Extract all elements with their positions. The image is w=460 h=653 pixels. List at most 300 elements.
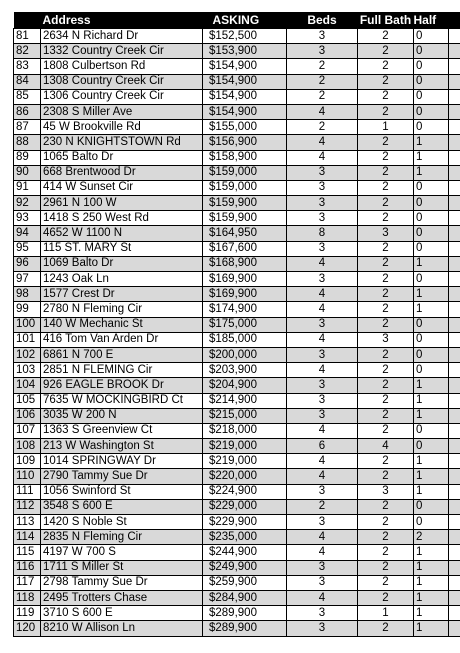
table-row — [14, 104, 460, 119]
asking-price-cell: $169,900 — [203, 272, 287, 287]
beds-cell: 3 — [287, 272, 358, 287]
beds-cell: 3 — [287, 180, 358, 195]
beds-cell: 4 — [287, 150, 358, 165]
asking-price-cell: $229,900 — [203, 515, 287, 530]
asking-price-cell: $219,000 — [203, 439, 287, 454]
half-bath-cell: 0 — [414, 120, 449, 135]
asking-price-cell: $159,900 — [203, 196, 287, 211]
full-bath-cell: 2 — [358, 560, 414, 575]
beds-cell: 4 — [287, 287, 358, 302]
row-index: 82 — [14, 44, 41, 59]
blank-cell — [449, 423, 460, 438]
blank-cell — [449, 347, 460, 362]
blank-cell — [449, 241, 460, 256]
asking-price-cell: $174,900 — [203, 302, 287, 317]
row-index: 81 — [14, 29, 41, 44]
table-row — [14, 530, 460, 545]
full-bath-cell: 2 — [358, 363, 414, 378]
full-bath-cell: 2 — [358, 29, 414, 44]
address-cell: 45 W Brookville Rd — [41, 120, 203, 135]
full-bath-cell: 2 — [358, 241, 414, 256]
table-row — [14, 347, 460, 362]
row-index: 101 — [14, 332, 41, 347]
row-index: 87 — [14, 120, 41, 135]
address-cell: 668 Brentwood Dr — [41, 165, 203, 180]
beds-cell: 8 — [287, 226, 358, 241]
beds-cell: 3 — [287, 378, 358, 393]
table-row — [14, 135, 460, 150]
table-row — [14, 272, 460, 287]
beds-cell: 4 — [287, 332, 358, 347]
table-row — [14, 332, 460, 347]
asking-price-cell: $220,000 — [203, 469, 287, 484]
beds-cell: 3 — [287, 515, 358, 530]
row-index: 99 — [14, 302, 41, 317]
row-index: 118 — [14, 590, 41, 605]
asking-price-cell: $244,900 — [203, 545, 287, 560]
address-cell: 1711 S Miller St — [41, 560, 203, 575]
row-index: 94 — [14, 226, 41, 241]
address-cell: 2634 N Richard Dr — [41, 29, 203, 44]
half-bath-cell: 0 — [414, 89, 449, 104]
address-cell: 1808 Culbertson Rd — [41, 59, 203, 74]
blank-cell — [449, 272, 460, 287]
row-index: 83 — [14, 59, 41, 74]
blank-cell — [449, 150, 460, 165]
blank-cell — [449, 59, 460, 74]
address-cell: 7635 W MOCKINGBIRD Ct — [41, 393, 203, 408]
beds-cell: 4 — [287, 590, 358, 605]
address-cell: 213 W Washington St — [41, 439, 203, 454]
address-cell: 2308 S Miller Ave — [41, 104, 203, 119]
full-bath-cell: 2 — [358, 515, 414, 530]
full-bath-cell: 2 — [358, 44, 414, 59]
beds-cell: 3 — [287, 606, 358, 621]
blank-cell — [449, 74, 460, 89]
table-row — [14, 363, 460, 378]
half-bath-cell: 1 — [414, 287, 449, 302]
row-index: 113 — [14, 515, 41, 530]
half-bath-cell: 0 — [414, 44, 449, 59]
asking-price-cell: $175,000 — [203, 317, 287, 332]
beds-cell: 6 — [287, 439, 358, 454]
row-index: 106 — [14, 408, 41, 423]
half-bath-cell: 1 — [414, 575, 449, 590]
row-index: 103 — [14, 363, 41, 378]
table-row — [14, 241, 460, 256]
address-cell: 926 EAGLE BROOK Dr — [41, 378, 203, 393]
header-full-bath: Full Bath — [358, 12, 414, 29]
header-beds: Beds — [287, 12, 358, 29]
half-bath-cell: 0 — [414, 499, 449, 514]
row-index: 107 — [14, 423, 41, 438]
half-bath-cell: 1 — [414, 408, 449, 423]
address-cell: 8210 W Allison Ln — [41, 621, 203, 636]
beds-cell: 3 — [287, 211, 358, 226]
beds-cell: 4 — [287, 530, 358, 545]
half-bath-cell: 1 — [414, 454, 449, 469]
beds-cell: 2 — [287, 59, 358, 74]
full-bath-cell: 2 — [358, 59, 414, 74]
table-row — [14, 423, 460, 438]
full-bath-cell: 2 — [358, 317, 414, 332]
beds-cell: 3 — [287, 621, 358, 636]
beds-cell: 2 — [287, 74, 358, 89]
asking-price-cell: $167,600 — [203, 241, 287, 256]
beds-cell: 2 — [287, 89, 358, 104]
asking-price-cell: $152,500 — [203, 29, 287, 44]
full-bath-cell: 1 — [358, 120, 414, 135]
asking-price-cell: $204,900 — [203, 378, 287, 393]
table-row — [14, 59, 460, 74]
beds-cell: 2 — [287, 120, 358, 135]
address-cell: 2780 N Fleming Cir — [41, 302, 203, 317]
half-bath-cell: 0 — [414, 317, 449, 332]
blank-cell — [449, 408, 460, 423]
half-bath-cell: 0 — [414, 226, 449, 241]
address-cell: 2851 N FLEMING Cir — [41, 363, 203, 378]
half-bath-cell: 0 — [414, 104, 449, 119]
blank-cell — [449, 120, 460, 135]
row-index: 115 — [14, 545, 41, 560]
row-index: 120 — [14, 621, 41, 636]
beds-cell: 4 — [287, 302, 358, 317]
row-index: 109 — [14, 454, 41, 469]
beds-cell: 3 — [287, 560, 358, 575]
asking-price-cell: $159,900 — [203, 211, 287, 226]
table-row — [14, 317, 460, 332]
row-index: 104 — [14, 378, 41, 393]
row-index: 98 — [14, 287, 41, 302]
full-bath-cell: 2 — [358, 196, 414, 211]
asking-price-cell: $155,000 — [203, 120, 287, 135]
blank-cell — [449, 484, 460, 499]
blank-cell — [449, 530, 460, 545]
half-bath-cell: 1 — [414, 606, 449, 621]
blank-cell — [449, 606, 460, 621]
half-bath-cell: 1 — [414, 256, 449, 271]
address-cell: 1065 Balto Dr — [41, 150, 203, 165]
row-index: 105 — [14, 393, 41, 408]
asking-price-cell: $154,900 — [203, 104, 287, 119]
header-row — [14, 12, 460, 29]
asking-price-cell: $224,900 — [203, 484, 287, 499]
asking-price-cell: $218,000 — [203, 423, 287, 438]
table-row — [14, 165, 460, 180]
row-index: 92 — [14, 196, 41, 211]
row-index: 100 — [14, 317, 41, 332]
full-bath-cell: 2 — [358, 469, 414, 484]
half-bath-cell: 1 — [414, 545, 449, 560]
full-bath-cell: 2 — [358, 302, 414, 317]
address-cell: 414 W Sunset Cir — [41, 180, 203, 195]
half-bath-cell: 0 — [414, 332, 449, 347]
beds-cell: 3 — [287, 575, 358, 590]
blank-cell — [449, 29, 460, 44]
row-index: 108 — [14, 439, 41, 454]
table-row — [14, 378, 460, 393]
row-index: 84 — [14, 74, 41, 89]
blank-cell — [449, 378, 460, 393]
address-cell: 2835 N Fleming Cir — [41, 530, 203, 545]
half-bath-cell: 1 — [414, 621, 449, 636]
full-bath-cell: 3 — [358, 484, 414, 499]
beds-cell: 3 — [287, 393, 358, 408]
half-bath-cell: 1 — [414, 590, 449, 605]
half-bath-cell: 1 — [414, 484, 449, 499]
beds-cell: 3 — [287, 29, 358, 44]
blank-cell — [449, 302, 460, 317]
address-cell: 140 W Mechanic St — [41, 317, 203, 332]
row-index: 95 — [14, 241, 41, 256]
asking-price-cell: $169,900 — [203, 287, 287, 302]
address-cell: 1332 Country Creek Cir — [41, 44, 203, 59]
full-bath-cell: 2 — [358, 545, 414, 560]
address-cell: 4197 W 700 S — [41, 545, 203, 560]
full-bath-cell: 1 — [358, 606, 414, 621]
row-index: 90 — [14, 165, 41, 180]
asking-price-cell: $214,900 — [203, 393, 287, 408]
address-cell: 3710 S 600 E — [41, 606, 203, 621]
half-bath-cell: 1 — [414, 150, 449, 165]
table-row — [14, 393, 460, 408]
address-cell: 1243 Oak Ln — [41, 272, 203, 287]
half-bath-cell: 0 — [414, 74, 449, 89]
listings-sheet — [13, 12, 436, 637]
address-cell: 1308 Country Creek Cir — [41, 74, 203, 89]
full-bath-cell: 2 — [358, 575, 414, 590]
full-bath-cell: 2 — [358, 378, 414, 393]
full-bath-cell: 2 — [358, 530, 414, 545]
address-cell: 2798 Tammy Sue Dr — [41, 575, 203, 590]
asking-price-cell: $156,900 — [203, 135, 287, 150]
row-index: 114 — [14, 530, 41, 545]
blank-cell — [449, 621, 460, 636]
blank-cell — [449, 89, 460, 104]
full-bath-cell: 2 — [358, 74, 414, 89]
address-cell: 1306 Country Creek Cir — [41, 89, 203, 104]
table-row — [14, 120, 460, 135]
asking-price-cell: $153,900 — [203, 44, 287, 59]
blank-cell — [449, 135, 460, 150]
row-index: 96 — [14, 256, 41, 271]
asking-price-cell: $154,900 — [203, 74, 287, 89]
row-index: 97 — [14, 272, 41, 287]
table-row — [14, 302, 460, 317]
half-bath-cell: 0 — [414, 241, 449, 256]
blank-cell — [449, 469, 460, 484]
row-index: 86 — [14, 104, 41, 119]
blank-cell — [449, 590, 460, 605]
table-row — [14, 454, 460, 469]
blank-cell — [449, 317, 460, 332]
asking-price-cell: $203,900 — [203, 363, 287, 378]
address-cell: 1056 Swinford St — [41, 484, 203, 499]
full-bath-cell: 2 — [358, 150, 414, 165]
table-row — [14, 560, 460, 575]
half-bath-cell: 0 — [414, 515, 449, 530]
row-index: 85 — [14, 89, 41, 104]
half-bath-cell: 1 — [414, 393, 449, 408]
full-bath-cell: 2 — [358, 621, 414, 636]
half-bath-cell: 0 — [414, 347, 449, 362]
half-bath-cell: 0 — [414, 29, 449, 44]
blank-cell — [449, 44, 460, 59]
row-index: 112 — [14, 499, 41, 514]
address-cell: 416 Tom Van Arden Dr — [41, 332, 203, 347]
beds-cell: 4 — [287, 454, 358, 469]
beds-cell: 4 — [287, 469, 358, 484]
half-bath-cell: 1 — [414, 560, 449, 575]
full-bath-cell: 2 — [358, 272, 414, 287]
asking-price-cell: $185,000 — [203, 332, 287, 347]
full-bath-cell: 2 — [358, 393, 414, 408]
address-cell: 4652 W 1100 N — [41, 226, 203, 241]
full-bath-cell: 2 — [358, 89, 414, 104]
blank-cell — [449, 363, 460, 378]
table-row — [14, 226, 460, 241]
table-row — [14, 606, 460, 621]
full-bath-cell: 2 — [358, 165, 414, 180]
full-bath-cell: 2 — [358, 180, 414, 195]
header-half: Half — [414, 12, 449, 29]
address-cell: 3548 S 600 E — [41, 499, 203, 514]
row-index: 117 — [14, 575, 41, 590]
header-blank — [449, 12, 460, 29]
half-bath-cell: 1 — [414, 302, 449, 317]
half-bath-cell: 0 — [414, 180, 449, 195]
table-row — [14, 575, 460, 590]
half-bath-cell: 1 — [414, 165, 449, 180]
asking-price-cell: $164,950 — [203, 226, 287, 241]
row-index: 91 — [14, 180, 41, 195]
table-row — [14, 196, 460, 211]
table-row — [14, 150, 460, 165]
beds-cell: 3 — [287, 165, 358, 180]
blank-cell — [449, 515, 460, 530]
beds-cell: 4 — [287, 256, 358, 271]
beds-cell: 4 — [287, 135, 358, 150]
address-cell: 1420 S Noble St — [41, 515, 203, 530]
beds-cell: 3 — [287, 347, 358, 362]
address-cell: 2495 Trotters Chase — [41, 590, 203, 605]
blank-cell — [449, 104, 460, 119]
full-bath-cell: 3 — [358, 226, 414, 241]
asking-price-cell: $215,000 — [203, 408, 287, 423]
header-address: Address — [41, 12, 203, 29]
half-bath-cell: 1 — [414, 135, 449, 150]
beds-cell: 3 — [287, 408, 358, 423]
table-row — [14, 29, 460, 44]
asking-price-cell: $259,900 — [203, 575, 287, 590]
asking-price-cell: $284,900 — [203, 590, 287, 605]
blank-cell — [449, 393, 460, 408]
blank-cell — [449, 211, 460, 226]
half-bath-cell: 0 — [414, 423, 449, 438]
asking-price-cell: $229,000 — [203, 499, 287, 514]
table-row — [14, 180, 460, 195]
half-bath-cell: 1 — [414, 378, 449, 393]
asking-price-cell: $168,900 — [203, 256, 287, 271]
half-bath-cell: 2 — [414, 530, 449, 545]
asking-price-cell: $159,000 — [203, 165, 287, 180]
listings-table — [13, 12, 460, 637]
table-row — [14, 469, 460, 484]
asking-price-cell: $219,000 — [203, 454, 287, 469]
table-row — [14, 484, 460, 499]
blank-cell — [449, 332, 460, 347]
full-bath-cell: 4 — [358, 439, 414, 454]
blank-cell — [449, 560, 460, 575]
table-row — [14, 439, 460, 454]
beds-cell: 3 — [287, 484, 358, 499]
row-index: 93 — [14, 211, 41, 226]
address-cell: 1014 SPRINGWAY Dr — [41, 454, 203, 469]
beds-cell: 3 — [287, 44, 358, 59]
half-bath-cell: 0 — [414, 211, 449, 226]
full-bath-cell: 2 — [358, 347, 414, 362]
blank-cell — [449, 499, 460, 514]
half-bath-cell: 0 — [414, 196, 449, 211]
asking-price-cell: $289,900 — [203, 606, 287, 621]
row-index: 89 — [14, 150, 41, 165]
full-bath-cell: 2 — [358, 408, 414, 423]
table-row — [14, 287, 460, 302]
blank-cell — [449, 575, 460, 590]
table-row — [14, 499, 460, 514]
full-bath-cell: 2 — [358, 256, 414, 271]
full-bath-cell: 2 — [358, 454, 414, 469]
asking-price-cell: $154,900 — [203, 59, 287, 74]
beds-cell: 4 — [287, 545, 358, 560]
table-row — [14, 408, 460, 423]
asking-price-cell: $154,900 — [203, 89, 287, 104]
blank-cell — [449, 454, 460, 469]
blank-cell — [449, 545, 460, 560]
full-bath-cell: 2 — [358, 104, 414, 119]
half-bath-cell: 1 — [414, 469, 449, 484]
address-cell: 1418 S 250 West Rd — [41, 211, 203, 226]
half-bath-cell: 0 — [414, 363, 449, 378]
half-bath-cell: 0 — [414, 439, 449, 454]
table-row — [14, 211, 460, 226]
table-row — [14, 545, 460, 560]
row-index: 116 — [14, 560, 41, 575]
full-bath-cell: 3 — [358, 332, 414, 347]
address-cell: 6861 N 700 E — [41, 347, 203, 362]
address-cell: 1069 Balto Dr — [41, 256, 203, 271]
asking-price-cell: $235,000 — [203, 530, 287, 545]
table-row — [14, 74, 460, 89]
address-cell: 2961 N 100 W — [41, 196, 203, 211]
blank-cell — [449, 256, 460, 271]
asking-price-cell: $200,000 — [203, 347, 287, 362]
row-index: 119 — [14, 606, 41, 621]
asking-price-cell: $159,000 — [203, 180, 287, 195]
beds-cell: 4 — [287, 104, 358, 119]
full-bath-cell: 2 — [358, 211, 414, 226]
blank-cell — [449, 439, 460, 454]
address-cell: 230 N KNIGHTSTOWN Rd — [41, 135, 203, 150]
beds-cell: 4 — [287, 423, 358, 438]
blank-cell — [449, 226, 460, 241]
table-row — [14, 44, 460, 59]
address-cell: 2790 Tammy Sue Dr — [41, 469, 203, 484]
address-cell: 3035 W 200 N — [41, 408, 203, 423]
full-bath-cell: 2 — [358, 499, 414, 514]
address-cell: 1363 S Greenview Ct — [41, 423, 203, 438]
table-row — [14, 89, 460, 104]
